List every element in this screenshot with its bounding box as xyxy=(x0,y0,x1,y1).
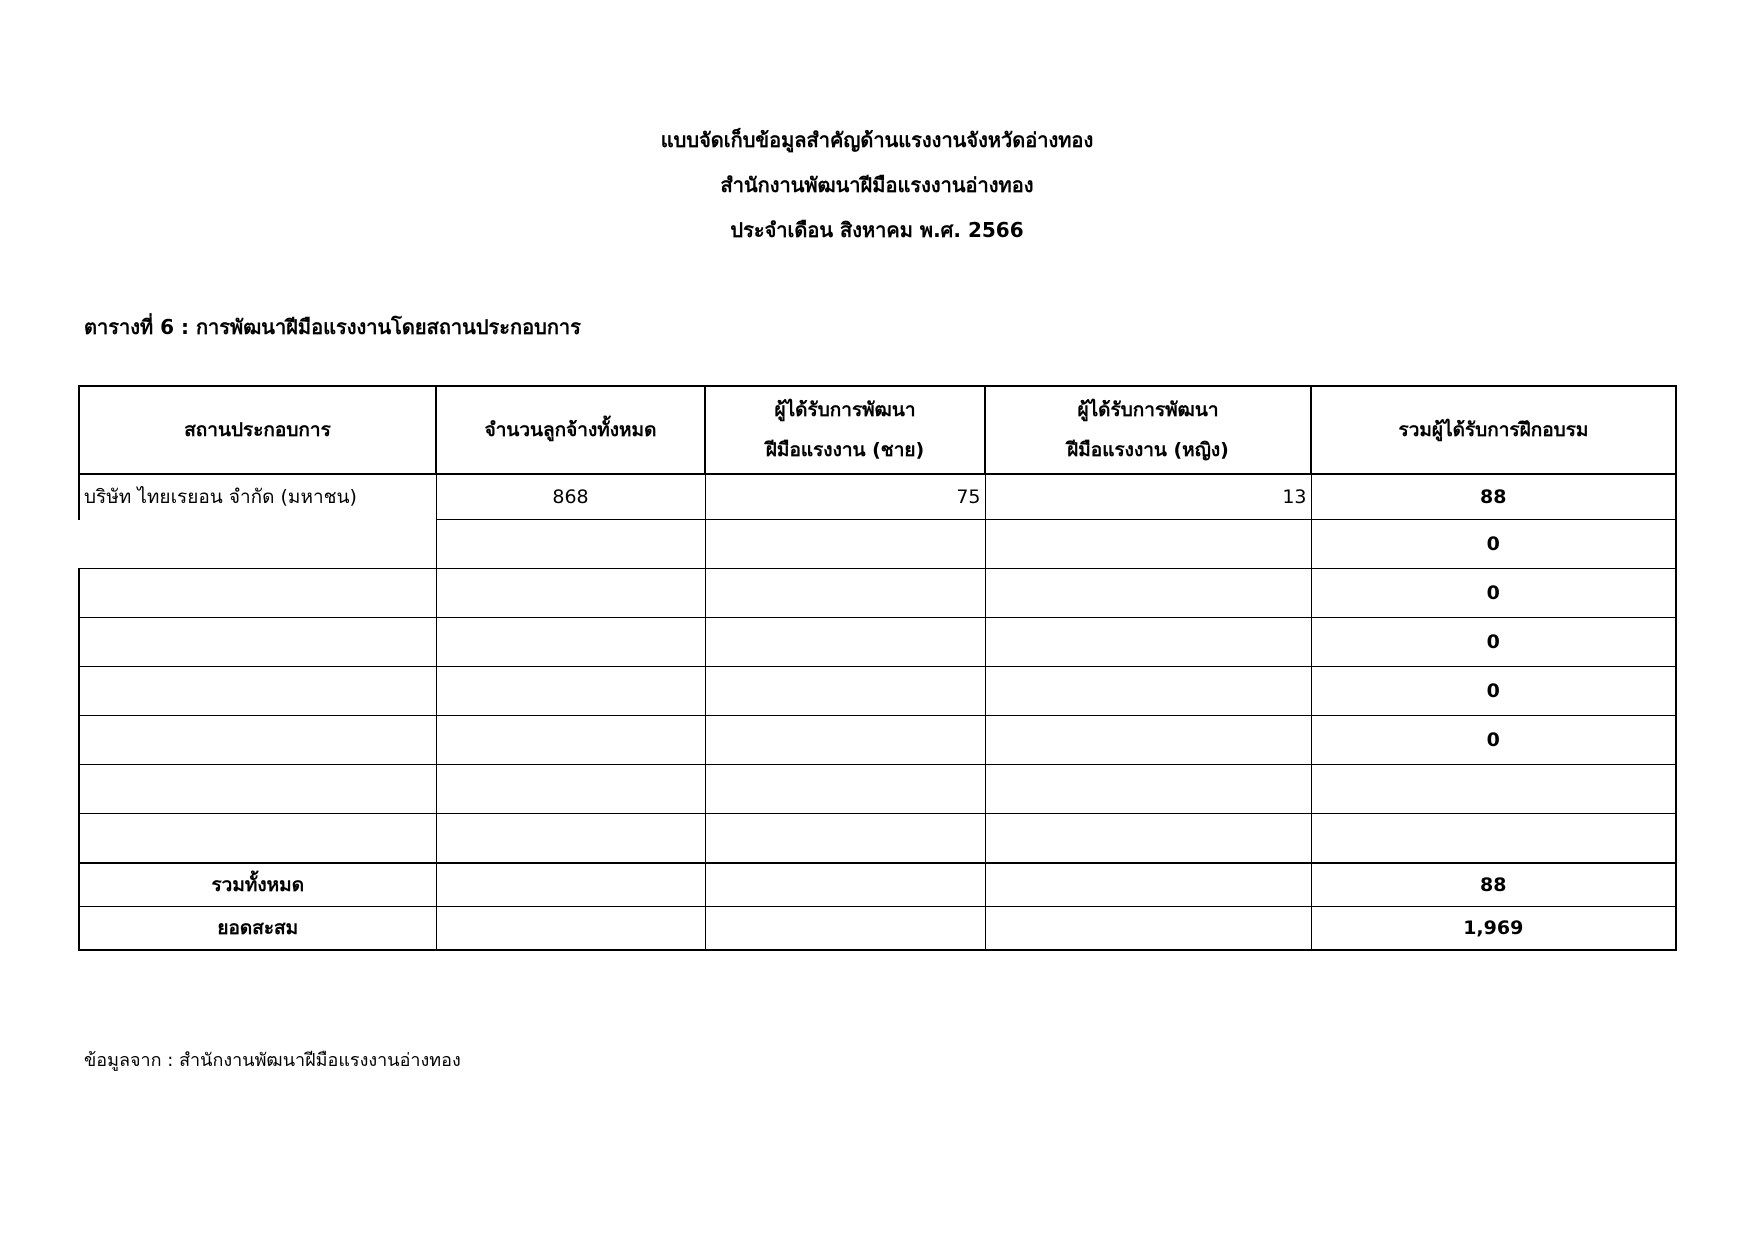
total-label: รวมทั้งหมด xyxy=(79,863,436,907)
cell-female xyxy=(985,520,1311,569)
cell-company xyxy=(79,618,436,667)
table-row xyxy=(79,765,1676,814)
col-header-company: สถานประกอบการ xyxy=(79,386,436,474)
col-header-female-line1: ผู้ได้รับการพัฒนา xyxy=(1077,399,1219,421)
cell-female xyxy=(985,765,1311,814)
cell-male xyxy=(705,814,985,864)
cell-total: 0 xyxy=(1311,618,1676,667)
cell-employees: 868 xyxy=(436,474,705,520)
cell-company xyxy=(79,765,436,814)
cell-male: 75 xyxy=(705,474,985,520)
table-header-row xyxy=(79,386,1676,474)
cell-male xyxy=(705,667,985,716)
skill-development-table xyxy=(78,385,1677,951)
cell-female xyxy=(985,667,1311,716)
cell-company xyxy=(79,667,436,716)
col-header-male-line1: ผู้ได้รับการพัฒนา xyxy=(774,399,916,421)
total-row xyxy=(79,863,1676,907)
col-header-male xyxy=(705,386,985,474)
cell-total: 0 xyxy=(1311,667,1676,716)
source-footnote: ข้อมูลจาก : สำนักงานพัฒนาฝีมือแรงงานอ่างทอง xyxy=(84,1050,461,1071)
table-row xyxy=(79,569,1676,618)
total-male xyxy=(705,863,985,907)
header-period: ประจำเดือน สิงหาคม พ.ศ. 2566 xyxy=(730,218,1024,242)
total-value: 88 xyxy=(1311,863,1676,907)
cell-employees xyxy=(436,569,705,618)
cumulative-employees xyxy=(436,907,705,951)
cell-employees xyxy=(436,716,705,765)
cell-company xyxy=(79,520,436,569)
col-header-male-line2: ฝีมือแรงงาน (ชาย) xyxy=(765,439,925,461)
cell-company xyxy=(79,814,436,864)
cell-female xyxy=(985,618,1311,667)
table-row xyxy=(79,814,1676,864)
cell-employees xyxy=(436,520,705,569)
cumulative-label: ยอดสะสม xyxy=(79,907,436,951)
cell-total: 0 xyxy=(1311,716,1676,765)
cell-male xyxy=(705,765,985,814)
cell-female: 13 xyxy=(985,474,1311,520)
header-title: แบบจัดเก็บข้อมูลสำคัญด้านแรงงานจังหวัดอ่างทอง xyxy=(660,128,1094,152)
table-title: ตารางที่ 6 : การพัฒนาฝีมือแรงงานโดยสถานประกอบการ xyxy=(84,315,581,339)
col-header-employees: จำนวนลูกจ้างทั้งหมด xyxy=(436,386,705,474)
cell-male xyxy=(705,716,985,765)
cell-male xyxy=(705,569,985,618)
cell-total xyxy=(1311,765,1676,814)
table-row xyxy=(79,667,1676,716)
cell-female xyxy=(985,716,1311,765)
cell-company: บริษัท ไทยเรยอน จำกัด (มหาชน) xyxy=(79,474,436,520)
cell-male xyxy=(705,618,985,667)
table-row xyxy=(79,618,1676,667)
cell-company xyxy=(79,716,436,765)
header-agency: สำนักงานพัฒนาฝีมือแรงงานอ่างทอง xyxy=(720,173,1034,197)
cell-employees xyxy=(436,618,705,667)
cumulative-row xyxy=(79,907,1676,951)
cumulative-female xyxy=(985,907,1311,951)
table-row xyxy=(79,474,1676,520)
cell-male xyxy=(705,520,985,569)
total-female xyxy=(985,863,1311,907)
col-header-female-line2: ฝีมือแรงงาน (หญิง) xyxy=(1067,439,1229,461)
cell-company xyxy=(79,569,436,618)
cumulative-value: 1,969 xyxy=(1311,907,1676,951)
total-employees xyxy=(436,863,705,907)
cell-total: 0 xyxy=(1311,569,1676,618)
table-row xyxy=(79,520,1676,569)
cell-total: 0 xyxy=(1311,520,1676,569)
cell-employees xyxy=(436,667,705,716)
col-header-female xyxy=(985,386,1311,474)
cell-total xyxy=(1311,814,1676,864)
col-header-total: รวมผู้ได้รับการฝึกอบรม xyxy=(1311,386,1676,474)
cell-employees xyxy=(436,814,705,864)
cell-female xyxy=(985,569,1311,618)
cell-employees xyxy=(436,765,705,814)
cumulative-male xyxy=(705,907,985,951)
cell-female xyxy=(985,814,1311,864)
cell-total: 88 xyxy=(1311,474,1676,520)
table-row xyxy=(79,716,1676,765)
document-header xyxy=(0,118,1754,253)
